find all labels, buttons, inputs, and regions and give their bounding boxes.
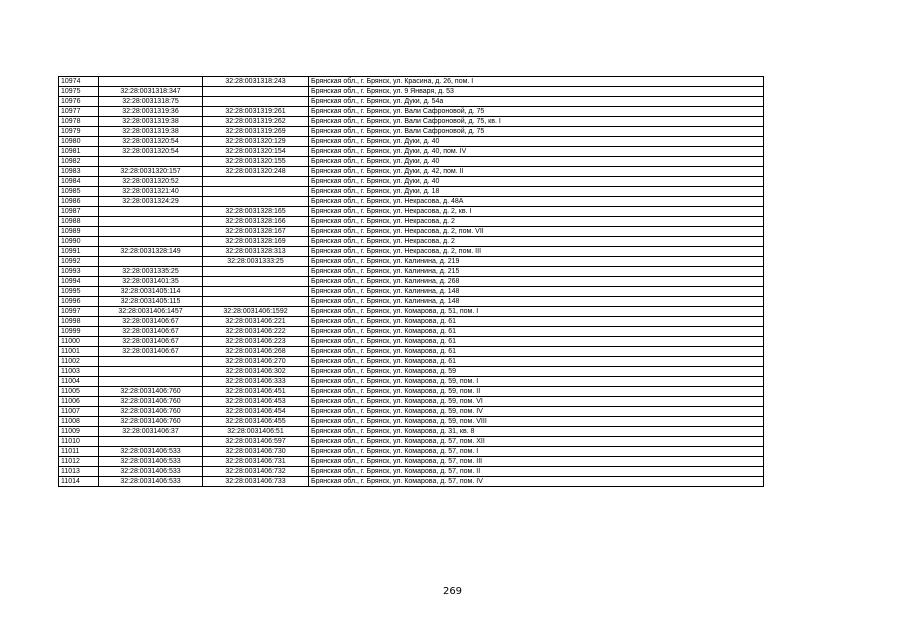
table-row [59, 407, 764, 417]
linked-cadastral-number-cell: 32:28:0031406:1592 [203, 307, 309, 317]
address-cell: Брянская обл., г. Брянск, ул. Комарова, д. 59, пом. VI [309, 397, 764, 407]
address-cell: Брянская обл., г. Брянск, ул. Калинина, д. 268 [309, 277, 764, 287]
registry-table-body [59, 77, 764, 487]
table-row [59, 257, 764, 267]
linked-cadastral-number-cell: 32:28:0031406:333 [203, 377, 309, 387]
row-number-cell: 10976 [59, 97, 99, 107]
table-row [59, 307, 764, 317]
cadastral-number-cell: 32:28:0031319:38 [99, 117, 203, 127]
table-row [59, 187, 764, 197]
cadastral-number-cell: 32:28:0031319:36 [99, 107, 203, 117]
linked-cadastral-number-cell: 32:28:0031406:454 [203, 407, 309, 417]
linked-cadastral-number-cell: 32:28:0031406:223 [203, 337, 309, 347]
row-number-cell: 11013 [59, 467, 99, 477]
linked-cadastral-number-cell: 32:28:0031328:169 [203, 237, 309, 247]
row-number-cell: 11012 [59, 457, 99, 467]
row-number-cell: 11004 [59, 377, 99, 387]
cadastral-number-cell [99, 207, 203, 217]
linked-cadastral-number-cell: 32:28:0031319:261 [203, 107, 309, 117]
address-cell: Брянская обл., г. Брянск, ул. Комарова, д. 61 [309, 337, 764, 347]
row-number-cell: 11014 [59, 477, 99, 487]
linked-cadastral-number-cell: 32:28:0031406:455 [203, 417, 309, 427]
address-cell: Брянская обл., г. Брянск, ул. Дуки, д. 40 [309, 137, 764, 147]
row-number-cell: 10978 [59, 117, 99, 127]
linked-cadastral-number-cell: 32:28:0031406:302 [203, 367, 309, 377]
cadastral-number-cell: 32:28:0031321:40 [99, 187, 203, 197]
linked-cadastral-number-cell: 32:28:0031320:129 [203, 137, 309, 147]
cadastral-number-cell: 32:28:0031406:533 [99, 477, 203, 487]
table-row [59, 267, 764, 277]
linked-cadastral-number-cell: 32:28:0031406:270 [203, 357, 309, 367]
cadastral-number-cell [99, 227, 203, 237]
linked-cadastral-number-cell: 32:28:0031406:733 [203, 477, 309, 487]
address-cell: Брянская обл., г. Брянск, ул. Калинина, д. 215 [309, 267, 764, 277]
cadastral-number-cell: 32:28:0031328:149 [99, 247, 203, 257]
linked-cadastral-number-cell: 32:28:0031333:25 [203, 257, 309, 267]
row-number-cell: 10982 [59, 157, 99, 167]
address-cell: Брянская обл., г. Брянск, ул. Некрасова, д. 2, кв. I [309, 207, 764, 217]
address-cell: Брянская обл., г. Брянск, ул. Комарова, д. 57, пом. III [309, 457, 764, 467]
table-row [59, 237, 764, 247]
linked-cadastral-number-cell: 32:28:0031406:221 [203, 317, 309, 327]
cadastral-number-cell: 32:28:0031401:35 [99, 277, 203, 287]
row-number-cell: 11005 [59, 387, 99, 397]
row-number-cell: 10993 [59, 267, 99, 277]
table-row [59, 167, 764, 177]
address-cell: Брянская обл., г. Брянск, ул. Комарова, д. 61 [309, 327, 764, 337]
linked-cadastral-number-cell [203, 187, 309, 197]
row-number-cell: 10985 [59, 187, 99, 197]
row-number-cell: 10984 [59, 177, 99, 187]
table-row [59, 197, 764, 207]
cadastral-number-cell: 32:28:0031406:533 [99, 457, 203, 467]
linked-cadastral-number-cell [203, 277, 309, 287]
address-cell: Брянская обл., г. Брянск, ул. Дуки, д. 54а [309, 97, 764, 107]
address-cell: Брянская обл., г. Брянск, ул. Некрасова, д. 48А [309, 197, 764, 207]
cadastral-number-cell: 32:28:0031406:67 [99, 317, 203, 327]
cadastral-number-cell: 32:28:0031320:157 [99, 167, 203, 177]
linked-cadastral-number-cell: 32:28:0031319:262 [203, 117, 309, 127]
table-row [59, 217, 764, 227]
row-number-cell: 10991 [59, 247, 99, 257]
cadastral-number-cell: 32:28:0031320:54 [99, 137, 203, 147]
table-row [59, 147, 764, 157]
address-cell: Брянская обл., г. Брянск, ул. Комарова, д. 61 [309, 317, 764, 327]
row-number-cell: 10986 [59, 197, 99, 207]
linked-cadastral-number-cell: 32:28:0031406:732 [203, 467, 309, 477]
row-number-cell: 10995 [59, 287, 99, 297]
table-row [59, 477, 764, 487]
cadastral-number-cell: 32:28:0031318:75 [99, 97, 203, 107]
row-number-cell: 10989 [59, 227, 99, 237]
linked-cadastral-number-cell: 32:28:0031320:154 [203, 147, 309, 157]
row-number-cell: 10998 [59, 317, 99, 327]
cadastral-number-cell: 32:28:0031406:1457 [99, 307, 203, 317]
table-row [59, 247, 764, 257]
address-cell: Брянская обл., г. Брянск, ул. Калинина, д. 219 [309, 257, 764, 267]
cadastral-number-cell: 32:28:0031406:67 [99, 327, 203, 337]
address-cell: Брянская обл., г. Брянск, ул. Некрасова, д. 2 [309, 217, 764, 227]
cadastral-number-cell [99, 437, 203, 447]
address-cell: Брянская обл., г. Брянск, ул. Некрасова, д. 2, пом. VII [309, 227, 764, 237]
linked-cadastral-number-cell: 32:28:0031406:268 [203, 347, 309, 357]
address-cell: Брянская обл., г. Брянск, ул. Комарова, д. 61 [309, 347, 764, 357]
linked-cadastral-number-cell [203, 197, 309, 207]
address-cell: Брянская обл., г. Брянск, ул. Комарова, д. 57, пом. IV [309, 477, 764, 487]
address-cell: Брянская обл., г. Брянск, ул. Дуки, д. 40, пом. IV [309, 147, 764, 157]
cadastral-number-cell [99, 357, 203, 367]
linked-cadastral-number-cell: 32:28:0031318:243 [203, 77, 309, 87]
linked-cadastral-number-cell [203, 177, 309, 187]
row-number-cell: 11003 [59, 367, 99, 377]
table-row [59, 317, 764, 327]
cadastral-number-cell: 32:28:0031406:760 [99, 407, 203, 417]
row-number-cell: 10983 [59, 167, 99, 177]
cadastral-number-cell [99, 257, 203, 267]
linked-cadastral-number-cell [203, 267, 309, 277]
table-row [59, 457, 764, 467]
address-cell: Брянская обл., г. Брянск, ул. Комарова, д. 57, пом. XII [309, 437, 764, 447]
address-cell: Брянская обл., г. Брянск, ул. 9 Января, д. 53 [309, 87, 764, 97]
row-number-cell: 10974 [59, 77, 99, 87]
linked-cadastral-number-cell: 32:28:0031406:730 [203, 447, 309, 457]
linked-cadastral-number-cell: 32:28:0031328:313 [203, 247, 309, 257]
linked-cadastral-number-cell: 32:28:0031406:731 [203, 457, 309, 467]
cadastral-number-cell [99, 237, 203, 247]
cadastral-number-cell [99, 367, 203, 377]
address-cell: Брянская обл., г. Брянск, ул. Комарова, д. 31, кв. 8 [309, 427, 764, 437]
cadastral-number-cell: 32:28:0031406:67 [99, 347, 203, 357]
table-row [59, 347, 764, 357]
table-row [59, 427, 764, 437]
cadastral-number-cell: 32:28:0031318:347 [99, 87, 203, 97]
table-row [59, 297, 764, 307]
address-cell: Брянская обл., г. Брянск, ул. Комарова, д. 51, пом. I [309, 307, 764, 317]
address-cell: Брянская обл., г. Брянск, ул. Комарова, д. 57, пом. I [309, 447, 764, 457]
cadastral-number-cell: 32:28:0031405:115 [99, 297, 203, 307]
table-row [59, 227, 764, 237]
page-number: 269 [442, 586, 463, 597]
linked-cadastral-number-cell: 32:28:0031320:155 [203, 157, 309, 167]
cadastral-number-cell: 32:28:0031319:38 [99, 127, 203, 137]
address-cell: Брянская обл., г. Брянск, ул. Комарова, д. 61 [309, 357, 764, 367]
table-row [59, 447, 764, 457]
cadastral-number-cell: 32:28:0031406:533 [99, 467, 203, 477]
cadastral-number-cell: 32:28:0031335:25 [99, 267, 203, 277]
row-number-cell: 10979 [59, 127, 99, 137]
cadastral-number-cell: 32:28:0031320:52 [99, 177, 203, 187]
address-cell: Брянская обл., г. Брянск, ул. Красина, д. 26, пом. I [309, 77, 764, 87]
address-cell: Брянская обл., г. Брянск, ул. Дуки, д. 40 [309, 157, 764, 167]
table-row [59, 367, 764, 377]
row-number-cell: 11002 [59, 357, 99, 367]
table-row [59, 397, 764, 407]
linked-cadastral-number-cell [203, 287, 309, 297]
table-row [59, 467, 764, 477]
address-cell: Брянская обл., г. Брянск, ул. Комарова, д. 59, пом. IV [309, 407, 764, 417]
row-number-cell: 10992 [59, 257, 99, 267]
linked-cadastral-number-cell: 32:28:0031406:597 [203, 437, 309, 447]
cadastral-number-cell [99, 77, 203, 87]
table-row [59, 387, 764, 397]
table-row [59, 117, 764, 127]
linked-cadastral-number-cell [203, 297, 309, 307]
linked-cadastral-number-cell: 32:28:0031406:222 [203, 327, 309, 337]
address-cell: Брянская обл., г. Брянск, ул. Дуки, д. 18 [309, 187, 764, 197]
row-number-cell: 10981 [59, 147, 99, 157]
address-cell: Брянская обл., г. Брянск, ул. Вали Сафроновой, д. 75 [309, 107, 764, 117]
cadastral-number-cell: 32:28:0031406:67 [99, 337, 203, 347]
cadastral-number-cell: 32:28:0031406:37 [99, 427, 203, 437]
address-cell: Брянская обл., г. Брянск, ул. Комарова, д. 59, пом. I [309, 377, 764, 387]
table-row [59, 327, 764, 337]
address-cell: Брянская обл., г. Брянск, ул. Вали Сафроновой, д. 75 [309, 127, 764, 137]
address-cell: Брянская обл., г. Брянск, ул. Дуки, д. 42, пом. II [309, 167, 764, 177]
cadastral-number-cell: 32:28:0031405:114 [99, 287, 203, 297]
linked-cadastral-number-cell: 32:28:0031406:451 [203, 387, 309, 397]
table-row [59, 157, 764, 167]
row-number-cell: 11009 [59, 427, 99, 437]
address-cell: Брянская обл., г. Брянск, ул. Комарова, д. 57, пом. II [309, 467, 764, 477]
table-row [59, 277, 764, 287]
row-number-cell: 10994 [59, 277, 99, 287]
linked-cadastral-number-cell: 32:28:0031319:269 [203, 127, 309, 137]
table-row [59, 127, 764, 137]
address-cell: Брянская обл., г. Брянск, ул. Вали Сафроновой, д. 75, кв. I [309, 117, 764, 127]
table-row [59, 97, 764, 107]
address-cell: Брянская обл., г. Брянск, ул. Дуки, д. 40 [309, 177, 764, 187]
table-row [59, 437, 764, 447]
row-number-cell: 10996 [59, 297, 99, 307]
row-number-cell: 10975 [59, 87, 99, 97]
table-row [59, 377, 764, 387]
table-row [59, 207, 764, 217]
linked-cadastral-number-cell [203, 97, 309, 107]
cadastral-number-cell: 32:28:0031406:760 [99, 397, 203, 407]
linked-cadastral-number-cell: 32:28:0031328:165 [203, 207, 309, 217]
registry-table [58, 76, 764, 487]
row-number-cell: 11007 [59, 407, 99, 417]
address-cell: Брянская обл., г. Брянск, ул. Калинина, д. 148 [309, 287, 764, 297]
address-cell: Брянская обл., г. Брянск, ул. Некрасова, д. 2 [309, 237, 764, 247]
row-number-cell: 10999 [59, 327, 99, 337]
row-number-cell: 11010 [59, 437, 99, 447]
row-number-cell: 11008 [59, 417, 99, 427]
row-number-cell: 10980 [59, 137, 99, 147]
table-row [59, 177, 764, 187]
address-cell: Брянская обл., г. Брянск, ул. Комарова, д. 59 [309, 367, 764, 377]
row-number-cell: 10987 [59, 207, 99, 217]
row-number-cell: 11011 [59, 447, 99, 457]
row-number-cell: 10997 [59, 307, 99, 317]
cadastral-number-cell: 32:28:0031324:29 [99, 197, 203, 207]
table-row [59, 107, 764, 117]
address-cell: Брянская обл., г. Брянск, ул. Некрасова, д. 2, пом. III [309, 247, 764, 257]
address-cell: Брянская обл., г. Брянск, ул. Комарова, д. 59, пом. II [309, 387, 764, 397]
address-cell: Брянская обл., г. Брянск, ул. Калинина, д. 148 [309, 297, 764, 307]
cadastral-number-cell: 32:28:0031406:533 [99, 447, 203, 457]
row-number-cell: 11001 [59, 347, 99, 357]
cadastral-number-cell: 32:28:0031406:760 [99, 417, 203, 427]
table-row [59, 77, 764, 87]
cadastral-number-cell [99, 217, 203, 227]
linked-cadastral-number-cell: 32:28:0031320:248 [203, 167, 309, 177]
table-row [59, 137, 764, 147]
cadastral-number-cell [99, 157, 203, 167]
table-row [59, 287, 764, 297]
row-number-cell: 11000 [59, 337, 99, 347]
table-row [59, 417, 764, 427]
table-row [59, 87, 764, 97]
linked-cadastral-number-cell: 32:28:0031328:167 [203, 227, 309, 237]
linked-cadastral-number-cell: 32:28:0031328:166 [203, 217, 309, 227]
row-number-cell: 11006 [59, 397, 99, 407]
cadastral-number-cell: 32:28:0031406:760 [99, 387, 203, 397]
address-cell: Брянская обл., г. Брянск, ул. Комарова, д. 59, пом. VIII [309, 417, 764, 427]
cadastral-number-cell: 32:28:0031320:54 [99, 147, 203, 157]
cadastral-number-cell [99, 377, 203, 387]
linked-cadastral-number-cell: 32:28:0031406:51 [203, 427, 309, 437]
table-row [59, 357, 764, 367]
row-number-cell: 10990 [59, 237, 99, 247]
row-number-cell: 10988 [59, 217, 99, 227]
row-number-cell: 10977 [59, 107, 99, 117]
linked-cadastral-number-cell: 32:28:0031406:453 [203, 397, 309, 407]
linked-cadastral-number-cell [203, 87, 309, 97]
table-row [59, 337, 764, 347]
